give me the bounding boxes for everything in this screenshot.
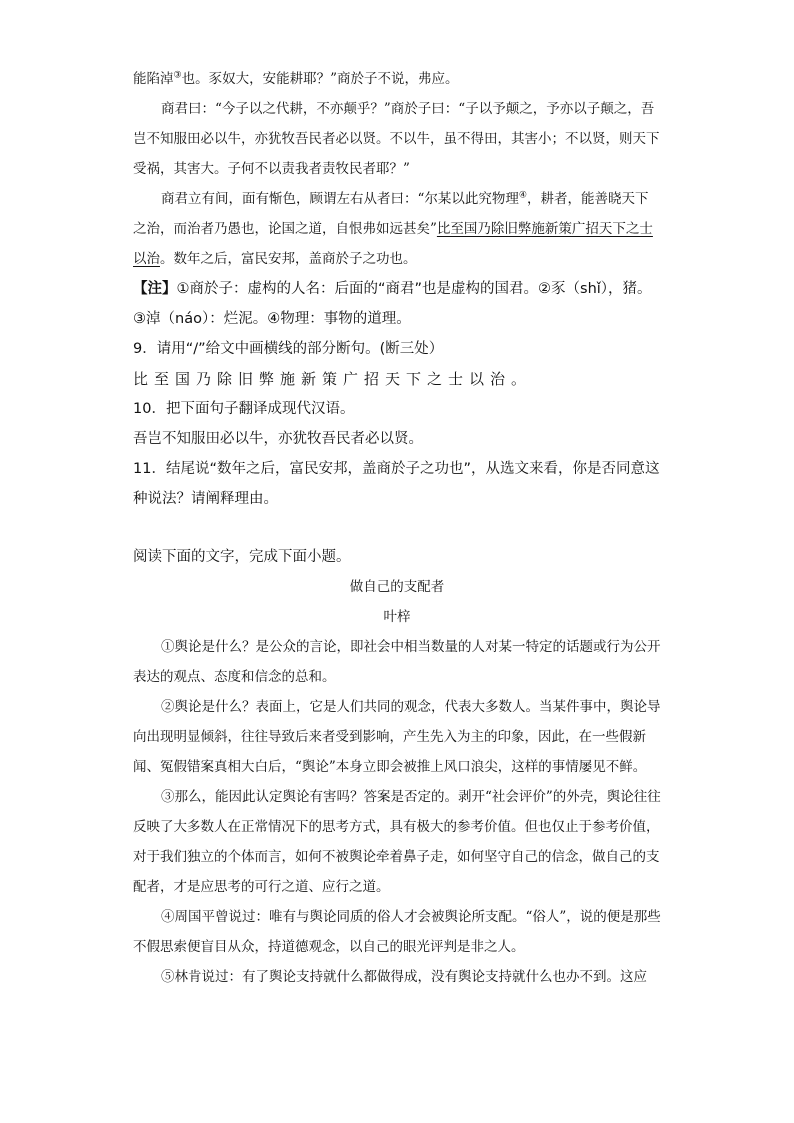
section-intro: 阅读下面的文字，完成下面小题。 [133,549,351,565]
passage-text: 商君立有间，面有惭色，顾谓左右从者曰：“尔某以此究物理 [161,191,519,207]
article-paragraph-5: ⑤林肯说过：有了舆论支持就什么都做得成，没有舆论支持就什么也办不到。这应 [161,969,647,985]
article-paragraph-3: ③那么，能因此认定舆论有害吗？答案是否定的。剥开“社会评价”的外壳，舆论往往反映了大多数人在正常情况下的思考方式，具有极大的参考价值。但也仅止于参考价值，对于我们独立的个体而言，如何不被舆论牵着鼻子走，如何坚守自己的信念，做自己的支配者，才是应思考的可行之道、应行之道。 [133,789,661,895]
passage-text: 也。豕奴大，安能耕耶？”商於子不说，弗应。 [181,71,459,87]
question-9-sentence: 比至国乃除旧弊施新策广招天下之士以治。 [133,370,533,388]
notes-text: ①商於子：虚构的人名：后面的“商君”也是虚构的国君。②豕（shǐ），猪。③淖（náo）：烂泥。④物理：事物的道理。 [133,281,652,327]
document-page [133,64,661,992]
question-11: 11．结尾说“数年之后，富民安邦，盖商於子之功也”，从选文来看，你是否同意这种说法？请阐释理由。 [133,461,660,507]
passage-text: 能陷淖 [133,71,174,87]
passage-line-1 [133,64,661,94]
question-10: 10．把下面句子翻译成现代汉语。 [133,401,355,417]
question-10-sentence: 吾岂不知服田必以牛，亦犹牧吾民者必以贤。 [133,431,423,447]
passage-paragraph-3 [133,184,661,274]
passage-paragraph-2: 商君曰：“今子以之代耕，不亦颠乎？”商於子曰：“子以予颠之，予亦以子颠之，吾岂不知服田必以牛，亦犹牧吾民者必以贤。不以牛，虽不得田，其害小；不以贤，则天下受祸，其害大。子何不以责我者责牧民者耶？” [133,101,660,177]
passage-text: 。数年之后，富民安邦，盖商於子之功也。 [160,251,417,267]
question-9: 9．请用“/”给文中画横线的部分断句。(断三处） [133,341,444,357]
article-title: 做自己的支配者 [349,579,445,595]
notes [133,274,661,334]
section-gap [133,514,661,542]
underlined-sentence: 比至国乃除旧弊施新策广招天下之士以治 [133,221,653,267]
footnote-marker: ③ [173,70,182,81]
article-paragraph-2: ②舆论是什么？表面上，它是人们共同的观念，代表大多数人。当某件事中，舆论导向出现明显倾斜，往往导致后来者受到影响，产生先入为主的印象，因此，在一些假新闻、冤假错案真相大白后，“舆论”本身立即会被推上风口浪尖，这样的事情屡见不鲜。 [133,699,661,775]
footnote-marker: ④ [518,190,527,201]
passage-text: ，耕者，能善晓天下之治，而治者乃愚也，论国之道，自恨弗如远甚矣” [133,191,649,237]
notes-label: 【注】 [133,281,177,297]
article-paragraph-1: ①舆论是什么？是公众的言论，即社会中相当数量的人对某一特定的话题或行为公开表达的观点、态度和信念的总和。 [133,639,661,685]
article-author: 叶梓 [383,609,411,625]
article-paragraph-4: ④周国平曾说过：唯有与舆论同质的俗人才会被舆论所支配。“俗人”，说的便是那些不假思索便盲目从众，持道德观念，以自己的眼光评判是非之人。 [133,909,661,955]
